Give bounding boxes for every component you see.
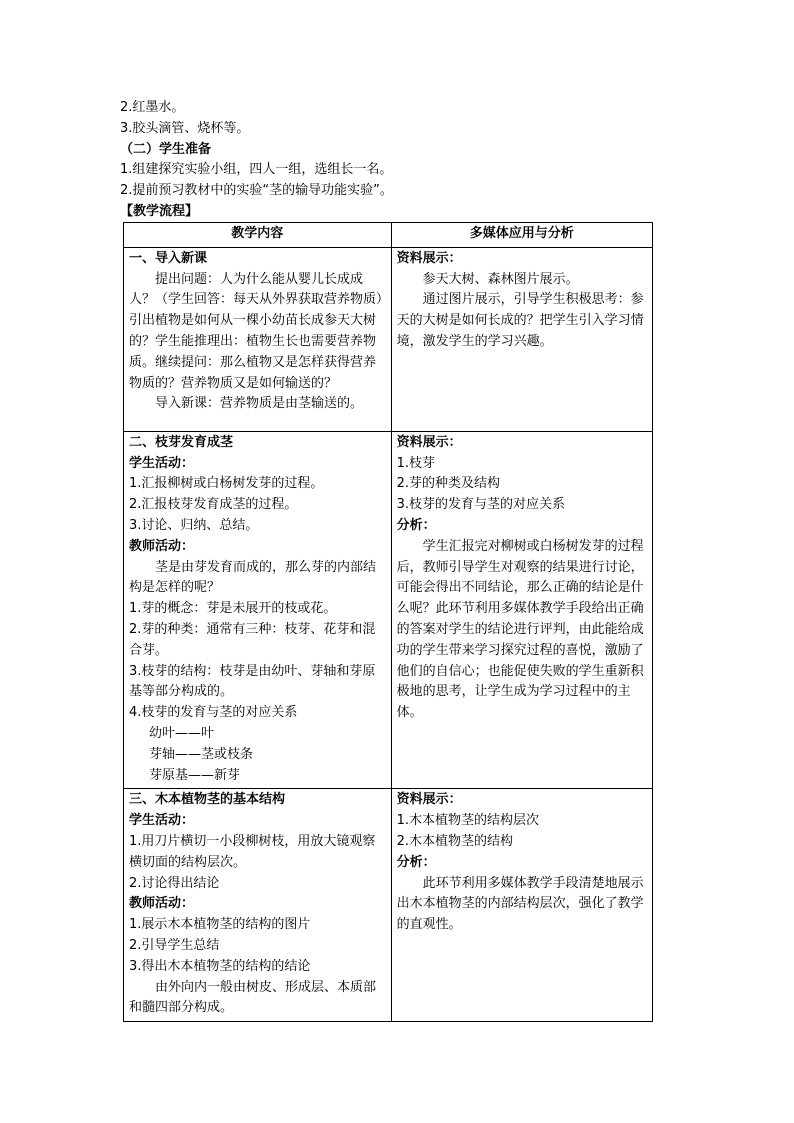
list-item: 2.引导学生总结 <box>129 937 220 953</box>
teacher-activity-label: 教师活动： <box>129 538 195 554</box>
analysis-paragraph: 此环节利用多媒体教学手段清楚地展示出木本植物茎的内部结构层次，强化了教学的直观性。 <box>396 875 644 933</box>
list-item: 4.枝芽的发育与茎的对应关系 <box>129 705 298 721</box>
analysis-label: 分析： <box>396 517 436 533</box>
list-item: 2.讨论得出结论 <box>129 875 220 891</box>
header-multimedia-analysis: 多媒体应用与分析 <box>391 223 652 248</box>
row2-right-cell <box>391 431 652 789</box>
teacher-paragraph: 茎是由芽发育而成的，那么芽的内部结构是怎样的呢？ <box>129 559 377 596</box>
list-item: 1.展示木本植物茎的结构的图片 <box>129 917 311 933</box>
resource-label: 资料展示： <box>396 250 462 266</box>
resource-line: 参天大树、森林图片展示。 <box>422 271 579 287</box>
section-title: 三、木本植物茎的基本结构 <box>129 792 286 808</box>
resource-label: 资料展示： <box>396 434 462 450</box>
row3-right-cell <box>391 789 652 1022</box>
mapping-item: 芽原基——新芽 <box>149 767 241 783</box>
row2-left-cell <box>124 431 392 789</box>
section-title: 一、导入新课 <box>129 250 208 266</box>
table-row <box>124 789 653 1022</box>
resource-label: 资料展示： <box>396 792 462 808</box>
teaching-flow-heading: 【教学流程】 <box>120 203 199 219</box>
header-teaching-content: 教学内容 <box>124 223 392 248</box>
student-activity-label: 学生活动： <box>129 455 195 471</box>
mapping-item: 芽轴——茎或枝条 <box>149 746 254 762</box>
section-title: 二、枝芽发育成茎 <box>129 434 234 450</box>
list-item: 2.汇报枝芽发育成茎的过程。 <box>129 497 298 513</box>
mapping-item: 幼叶——叶 <box>149 725 215 741</box>
list-item: 2.芽的种类：通常有三种：枝芽、花芽和混合芽。 <box>129 621 376 658</box>
intro-paragraph: 提出问题：人为什么能从婴儿长成成人？（学生回答：每天从外界获取营养物质）引出植物是如何从一棵小幼苗长成参天大树的？学生能推理出：植物生长也需要营养物质。继续提问：那么植物又是怎样获得营养物质的？营养物质又是如何输送的？ <box>129 271 383 391</box>
list-item: 2.芽的种类及结构 <box>396 476 501 492</box>
resource-paragraph: 通过图片展示，引导学生积极思考：参天的大树是如何长成的？把学生引入学习情境，激发学生的学习兴趣。 <box>396 292 644 349</box>
table-row <box>124 247 653 431</box>
row1-right-cell <box>391 247 652 431</box>
prep-line: 3.胶头滴管、烧杯等。 <box>120 120 250 136</box>
row3-left-cell <box>124 789 392 1022</box>
list-item: 2.木本植物茎的结构 <box>396 833 514 849</box>
intro-conclusion: 导入新课：营养物质是由茎输送的。 <box>155 396 364 412</box>
student-prep-line: 2.提前预习教材中的实验“茎的输导功能实验”。 <box>120 183 393 199</box>
student-prep-line: 1.组建探究实验小组，四人一组，选组长一名。 <box>120 162 393 178</box>
student-activity-label: 学生活动： <box>129 813 195 829</box>
preparation-section <box>120 98 660 223</box>
table-row <box>124 431 653 789</box>
prep-line: 2.红墨水。 <box>120 100 185 115</box>
list-item: 1.汇报柳树或白杨树发芽的过程。 <box>129 476 324 492</box>
list-item: 3.得出木本植物茎的结构的结论 <box>129 958 311 974</box>
list-item: 3.枝芽的发育与茎的对应关系 <box>396 497 566 513</box>
teacher-paragraph: 由外向内一般由树皮、形成层、本质部和髓四部分构成。 <box>129 979 377 1016</box>
list-item: 1.木本植物茎的结构层次 <box>396 813 540 829</box>
list-item: 1.枝芽 <box>396 455 436 471</box>
student-prep-heading: （二）学生准备 <box>120 141 212 157</box>
analysis-paragraph: 学生汇报完对柳树或白杨树发芽的过程后，教师引导学生对观察的结果进行讨论，可能会得出不同结论，那么正确的结论是什么呢？此环节利用多媒体教学手段给出正确的答案对学生的结论进行评判，由此能给成功的学生带来学习探究过程的喜悦，激励了他们的自信心；也能促使失败的学生重新积极地的思考，让学生成为学习过程中的主体。 <box>396 538 644 721</box>
teacher-activity-label: 教师活动： <box>129 896 195 912</box>
row1-left-cell <box>124 247 392 431</box>
list-item: 3.枝芽的结构：枝芽是由幼叶、芽轴和芽原基等部分构成的。 <box>129 663 376 700</box>
list-item: 1.用刀片横切一小段柳树枝，用放大镜观察横切面的结构层次。 <box>129 833 376 870</box>
table-header-row <box>124 223 653 248</box>
list-item: 3.讨论、归纳、总结。 <box>129 517 259 533</box>
list-item: 1.芽的概念：芽是未展开的枝或花。 <box>129 601 337 617</box>
analysis-label: 分析： <box>396 854 436 870</box>
teaching-flow-table <box>123 222 653 1022</box>
